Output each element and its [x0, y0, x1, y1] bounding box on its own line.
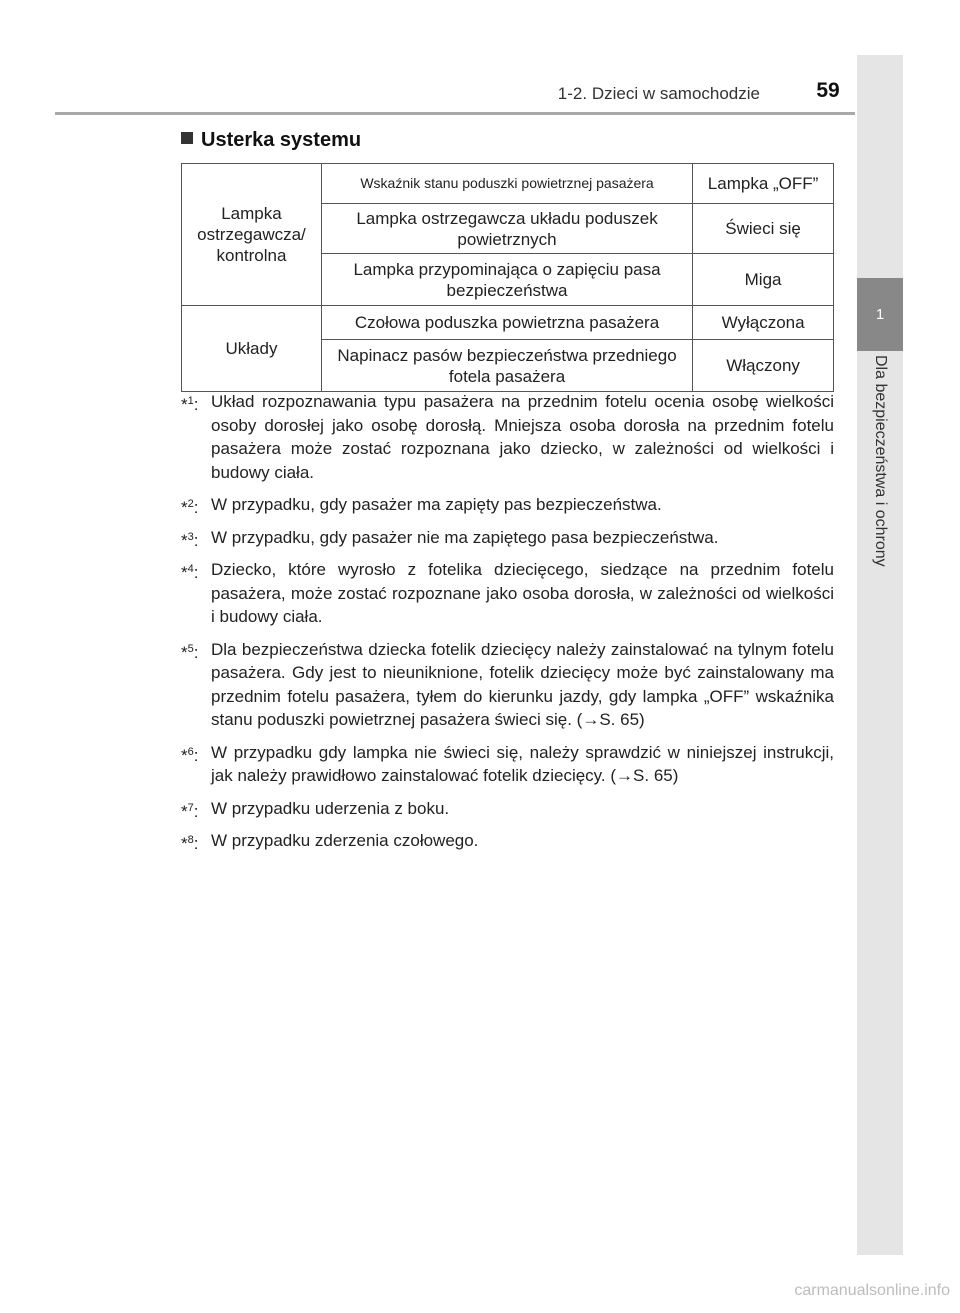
chapter-number-tab: 1 [857, 278, 903, 351]
table-cell-item: Wskaźnik stanu poduszki powietrznej pasażera [321, 164, 692, 204]
footnote-text: W przypadku, gdy pasażer ma zapięty pas bezpieczeństwa. [211, 495, 662, 514]
group-label-indicators: Lampka ostrzegawcza/ kontrolna [182, 164, 322, 306]
table-cell-state: Świeci się [693, 204, 834, 254]
table-cell-state: Włączony [693, 340, 834, 392]
section-heading-text: Usterka systemu [201, 129, 362, 151]
footnote [181, 558, 834, 629]
footnote-text: Dziecko, które wyrosło z fotelika dziecięcego, siedzące na przednim fotelu pasażera, może zostać rozpoznane jako osoba dorosła, w zależności od wielkości i budowy ciała. [211, 560, 834, 626]
footnote-text: W przypadku uderzenia z boku. [211, 798, 450, 818]
group-label-systems: Układy [182, 306, 322, 392]
footnote-mark: *$^7$: [181, 801, 199, 821]
table-cell-item: Napinacz pasów bezpieczeństwa przedniego fotela pasażera [321, 340, 692, 392]
footnote [181, 526, 834, 550]
header-divider [55, 112, 855, 115]
footnote-text: Dla bezpieczeństwa dziecka fotelik dziecięcy należy zainstalować na tylnym fotelu pasażera. Gdy jest to nieuniknione, fotelik dziecięcy może być zainstalowany ma przednim fotelu pasażera, tyłem do kierunku jazdy, gdy lampka „OFF” wskaźnika stanu poduszki powietrznej pasażera świeci się. (→S. 65) [211, 639, 834, 729]
page-number: 59 [816, 79, 840, 102]
footnote [181, 741, 834, 788]
footnote-text: W przypadku, gdy pasażer nie ma zapiętego pasa bezpieczeństwa. [211, 527, 719, 547]
square-bullet-icon [181, 132, 193, 144]
footnote-text: W przypadku zderzenia czołowego. [211, 831, 479, 850]
footnote-mark: *$^1$: [181, 395, 199, 414]
table-cell-state: Miga [693, 254, 834, 306]
section-heading [181, 129, 361, 152]
footnote [181, 638, 834, 732]
system-malfunction-table [181, 163, 834, 392]
table-cell-item: Lampka ostrzegawcza układu poduszek powietrznych [321, 204, 692, 254]
footnote-mark: *$^4$: [181, 563, 199, 582]
footnote-mark: *$^5$: [181, 642, 199, 662]
footnote-mark: *$^2$: [181, 498, 199, 517]
footnote [181, 797, 834, 821]
side-tab [857, 55, 903, 1255]
table-row [182, 306, 834, 340]
table-cell-state: Wyłączona [693, 306, 834, 340]
footnote [181, 390, 834, 484]
footnote [181, 493, 834, 517]
footnote-text: W przypadku gdy lampka nie świeci się, należy sprawdzić w niniejszej instrukcji, jak należy prawidłowo zainstalować fotelik dziecięcy. (→S. 65) [211, 742, 834, 785]
watermark: carmanualsonline.info [794, 1282, 950, 1299]
table-cell-item: Lampka przypominająca o zapięciu pasa bezpieczeństwa [321, 254, 692, 306]
footnote-mark: *$^3$: [181, 530, 199, 550]
footnote-text: Układ rozpoznawania typu pasażera na przednim fotelu ocenia osobę wielkości osoby dorosłej jako osobę dorosłą. Mniejsza osoba dorosła na przednim fotelu pasażera może zostać rozpoznana jako dziecko, w zależności od wielkości i budowy ciała. [211, 392, 834, 482]
section-title: 1-2. Dzieci w samochodzie [557, 84, 760, 103]
table-cell-state: Lampka „OFF” [693, 164, 834, 204]
footnote-mark: *$^8$: [181, 834, 199, 853]
table-cell-item: Czołowa poduszka powietrzna pasażera [321, 306, 692, 340]
footnote-mark: *$^6$: [181, 745, 199, 765]
chapter-title: Dla bezpieczeństwa i ochrony [872, 355, 889, 567]
table-row [182, 164, 834, 204]
footnote [181, 829, 834, 853]
footnotes [181, 390, 834, 862]
